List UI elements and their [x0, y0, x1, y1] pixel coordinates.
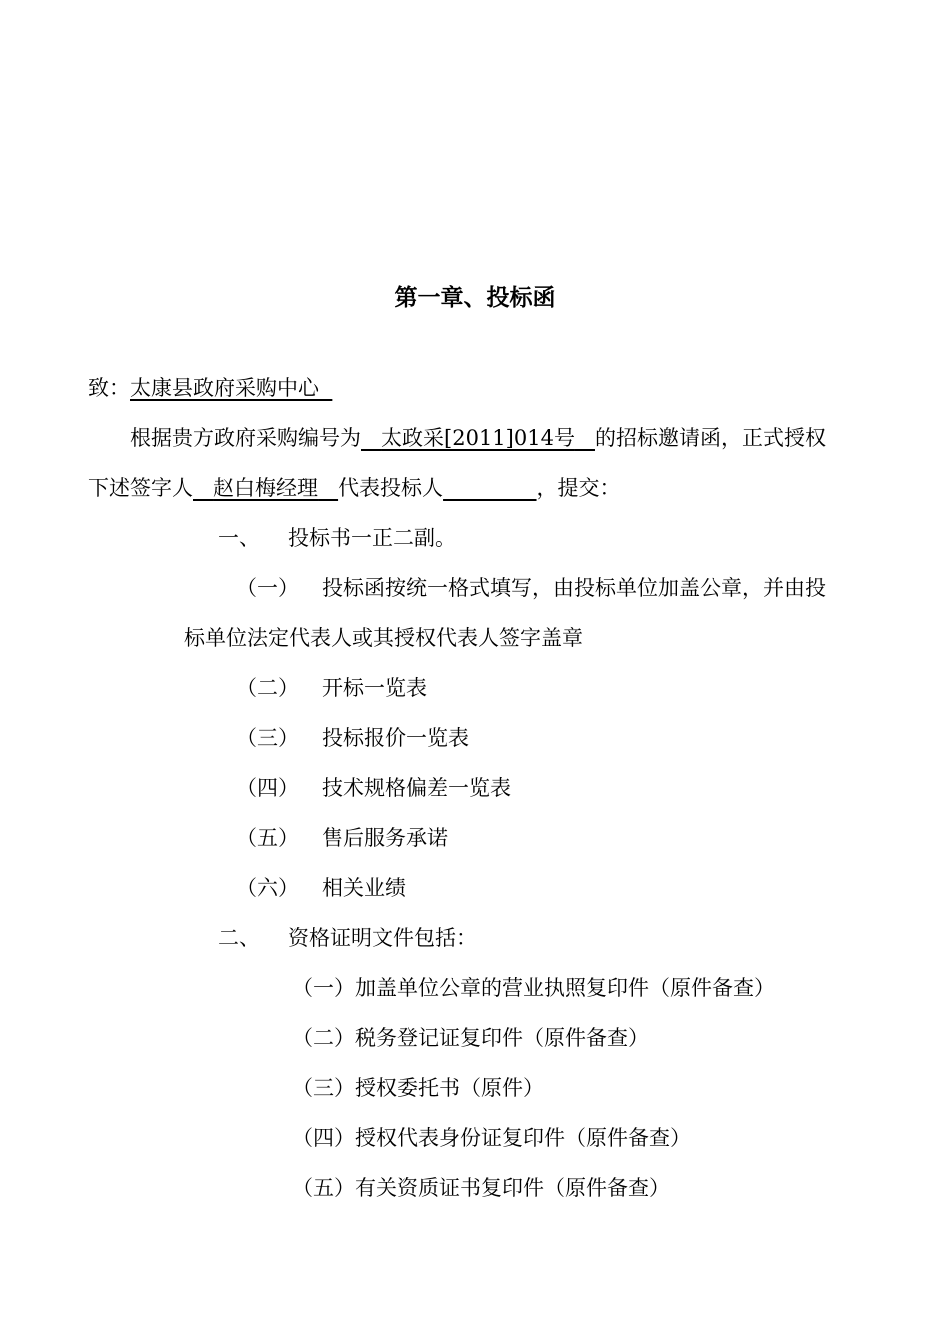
section-1-label: 投标书一正二副。 [288, 526, 456, 550]
section-1-number: 一、 [218, 526, 260, 550]
item-number: （一） [236, 576, 299, 600]
item-number: （四） [236, 776, 299, 800]
item-text: 售后服务承诺 [322, 826, 448, 850]
item-text: 加盖单位公章的营业执照复印件（原件备查） [355, 976, 775, 1000]
section-2-item [292, 1028, 649, 1049]
item-number: （三） [292, 1076, 355, 1100]
item-text: 投标报价一览表 [322, 726, 469, 750]
bidder-blank [443, 476, 536, 500]
section-2-label: 资格证明文件包括： [288, 926, 477, 950]
intro-text-1: 根据贵方政府采购编号为 [130, 426, 361, 450]
procurement-number: 太政采[2011]014号 [381, 426, 575, 450]
item-text: 投标函按统一格式填写，由投标单位加盖公章，并由投 [322, 576, 826, 600]
section-2-number: 二、 [218, 926, 260, 950]
item-number: （六） [236, 876, 299, 900]
item-number: （五） [292, 1176, 355, 1200]
section-1-item [236, 878, 406, 899]
section-1-item-continuation: 标单位法定代表人或其授权代表人签字盖章 [184, 626, 583, 650]
intro-line-2 [88, 478, 621, 499]
intro-text-5: ，提交： [536, 476, 621, 500]
intro-text-3: 下述签字人 [88, 476, 193, 500]
item-text: 授权委托书（原件） [355, 1076, 544, 1100]
section-2-item [292, 1078, 544, 1099]
item-number: （三） [236, 726, 299, 750]
signer-name: 赵白梅经理 [213, 476, 319, 500]
intro-line-1 [130, 428, 826, 449]
section-1-item [236, 578, 826, 599]
item-number: （二） [236, 676, 299, 700]
section-2-item [292, 978, 775, 999]
page-title: 第一章、投标函 [394, 284, 556, 311]
item-text: 税务登记证复印件（原件备查） [355, 1026, 649, 1050]
section-1-item [236, 778, 511, 799]
intro-text-4: 代表投标人 [338, 476, 444, 500]
item-text: 开标一览表 [322, 676, 427, 700]
recipient-line [88, 378, 332, 399]
section-2-item [292, 1128, 691, 1149]
intro-text-2: 的招标邀请函，正式授权 [594, 426, 826, 450]
section-1-item [236, 728, 469, 749]
item-text: 授权代表身份证复印件（原件备查） [355, 1126, 691, 1150]
section-2-item [292, 1178, 670, 1199]
section-1-item [236, 828, 448, 849]
section-1-heading [218, 528, 456, 549]
item-number: （五） [236, 826, 299, 850]
item-text: 有关资质证书复印件（原件备查） [355, 1176, 670, 1200]
item-number: （一） [292, 976, 355, 1000]
recipient-name: 太康县政府采购中心 [130, 376, 319, 400]
item-number: （二） [292, 1026, 355, 1050]
section-2-heading [218, 928, 477, 949]
item-text: 技术规格偏差一览表 [322, 776, 511, 800]
item-text: 相关业绩 [322, 876, 406, 900]
item-number: （四） [292, 1126, 355, 1150]
section-1-item [236, 678, 427, 699]
to-prefix: 致： [88, 376, 130, 400]
